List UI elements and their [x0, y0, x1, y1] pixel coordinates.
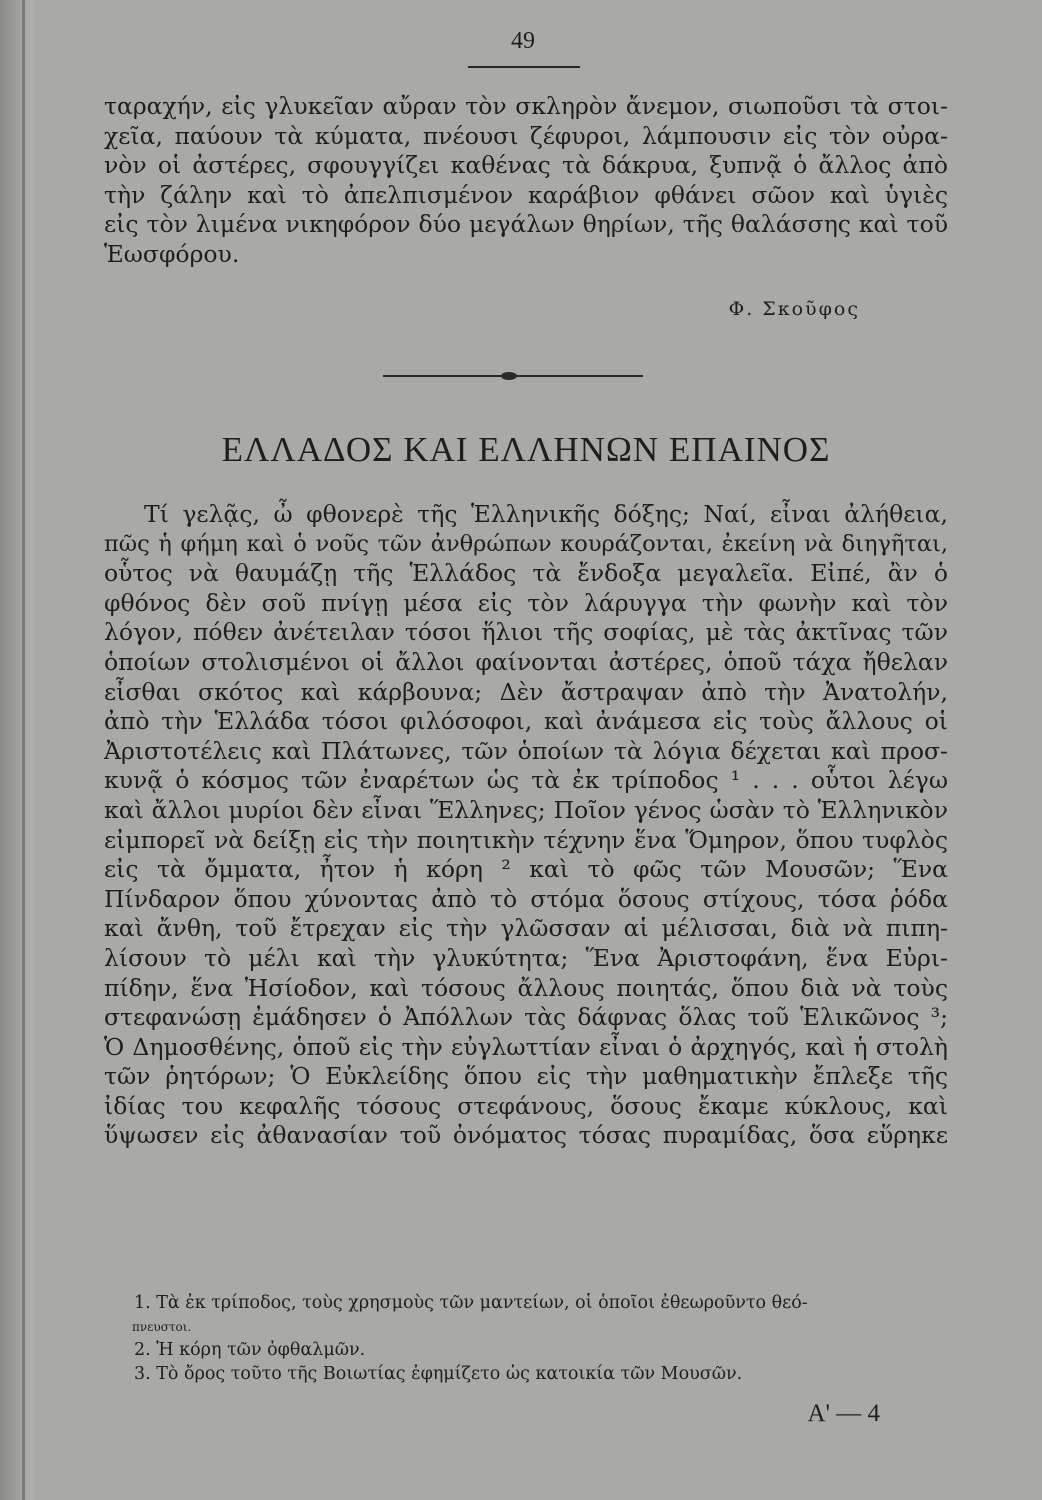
- text-line: Τί γελᾷς, ὦ φθονερὲ τῆς Ἑλληνικῆς δόξης; Ναί, εἶναι ἀλήθεια,: [144, 500, 948, 528]
- text-line: χεῖα, παύουν τὰ κύματα, πνέουσι ζέφυροι, λάμπουσιν εἰς τὸν οὐρα-: [104, 121, 948, 150]
- text-line: ἀπὸ τὴν Ἑλλάδα τόσοι φιλόσοφοι, καὶ ἀνάμεσα εἰς τοὺς ἄλλους οἱ: [104, 707, 948, 736]
- footnote: 1. Τὰ ἐκ τρίποδος, τοὺς χρησμοὺς τῶν μαντείων, οἱ ὁποῖοι ἐθεωροῦντο θεό-: [134, 1293, 808, 1313]
- main-paragraph: [104, 500, 948, 1151]
- text-line: λόγον, πόθεν ἀνέτειλαν τόσοι ἥλιοι τῆς σοφίας, μὲ τὰς ἀκτῖνας τῶν: [104, 618, 948, 647]
- text-line: ὕψωσεν εἰς ἀθανασίαν τοῦ ὀνόματος τόσας πυραμίδας, ὅσα εὕρηκε: [104, 1121, 948, 1150]
- footnote-continuation: πνευστοι.: [132, 1319, 192, 1334]
- text-line: εἰμπορεῖ νὰ δείξῃ εἰς τὴν ποιητικὴν τέχνην ἕνα Ὅμηρον, ὅπου τυφλὸς: [104, 825, 948, 854]
- top-paragraph: [104, 92, 948, 270]
- text-line: ταραχήν, εἰς γλυκεῖαν αὔραν τὸν σκληρὸν ἄνεμον, σιωποῦσι τὰ στοι-: [104, 92, 948, 120]
- section-divider: [383, 374, 643, 378]
- text-line: τῶν ῥητόρων; Ὁ Εὐκλείδης ὅπου εἰς τὴν μαθηματικὴν ἔπλεξε τῆς: [104, 1062, 948, 1091]
- section-title: ΕΛΛΑΔΟΣ ΚΑΙ ΕΛΛΗΝΩΝ ΕΠΑΙΝΟΣ: [221, 430, 831, 469]
- text-line: Ὁ Δημοσθένης, ὁποῦ εἰς τὴν εὐγλωττίαν εἶναι ὁ ἀρχηγός, καὶ ἡ στολὴ: [104, 1032, 948, 1061]
- author-signature: Φ. Σκοῦφος: [728, 298, 860, 320]
- text-line: πῶς ἡ φήμη καὶ ὁ νοῦς τῶν ἀνθρώπων κουράζονται, ἐκείνη νὰ διηγῆται,: [104, 530, 948, 557]
- text-line: ὁποίων στολισμένοι οἱ ἄλλοι φαίνονται ἀστέρες, ὁποῦ τάχα ἤθελαν: [104, 647, 948, 676]
- divider-ornament-icon: [501, 372, 517, 380]
- text-line: πίδην, ἕνα Ἡσίοδον, καὶ τόσους ἄλλους ποιητάς, ὅπου διὰ νὰ τοὺς: [104, 973, 948, 1002]
- page-number-rule: [468, 66, 580, 68]
- footnote: 3. Τὸ ὄρος τοῦτο τῆς Βοιωτίας ἐφημίζετο ὡς κατοικία τῶν Μουσῶν.: [134, 1363, 743, 1384]
- text-line: τὴν ζάλην καὶ τὸ ἀπελπισμένον καράβιον φθάνει σῶον καὶ ὑγιὲς: [104, 180, 948, 209]
- text-line: καὶ ἄλλοι μυρίοι δὲν εἶναι Ἕλληνες; Ποῖον γένος ὡσὰν τὸ Ἑλληνικὸν: [104, 795, 948, 824]
- text-line: Ἀριστοτέλεις καὶ Πλάτωνες, τῶν ὁποίων τὰ λόγια δέχεται καὶ προσ-: [104, 736, 948, 765]
- text-line: οὗτος νὰ θαυμάζῃ τῆς Ἑλλάδος τὰ ἔνδοξα μεγαλεῖα. Εἰπέ, ἂν ὁ: [104, 559, 948, 588]
- text-line: εἰς τὸν λιμένα νικηφόρον δύο μεγάλων θηρίων, τῆς θαλάσσης καὶ τοῦ: [104, 210, 948, 239]
- printer-signature-mark: Α' — 4: [807, 1400, 880, 1427]
- text-line: Πίνδαρον ὅπου χύνοντας ἀπὸ τὸ στόμα ὅσους στίχους, τόσα ῥόδα: [104, 884, 948, 913]
- text-line: εἶσθαι σκότος καὶ κάρβουνα; Δὲν ἄστραψαν ἀπὸ τὴν Ἀνατολήν,: [104, 677, 948, 706]
- book-binding-edge: [0, 0, 34, 1500]
- text-line: κυνᾷ ὁ κόσμος τῶν ἐναρέτων ὡς τὰ ἐκ τρίποδος ¹ . . . οὗτοι λέγω: [104, 766, 948, 795]
- footnote: 2. Ἡ κόρη τῶν ὀφθαλμῶν.: [134, 1340, 366, 1360]
- text-line: ἰδίας του κεφαλῆς τόσους στεφάνους, ὅσους ἔκαμε κύκλους, καὶ: [104, 1091, 948, 1120]
- text-line: καὶ ἄνθη, τοῦ ἔτρεχαν εἰς τὴν γλῶσσαν αἱ μέλισσαι, διὰ νὰ πιπη-: [104, 914, 948, 943]
- text-line: στεφανώσῃ ἐμάδησεν ὁ Ἀπόλλων τὰς δάφνας ὅλας τοῦ Ἑλικῶνος ³;: [104, 1003, 948, 1032]
- text-line: φθόνος δὲν σοῦ πνίγῃ μέσα εἰς τὸν λάρυγγα τὴν φωνὴν καὶ τὸν: [104, 588, 948, 617]
- footnotes: [134, 1292, 944, 1386]
- text-line: Ἑωσφόρου.: [104, 239, 240, 268]
- page-number: 49: [511, 28, 535, 54]
- text-line: εἰς τὰ ὄμματα, ἦτον ἡ κόρη ² καὶ τὸ φῶς τῶν Μουσῶν; Ἕνα: [104, 855, 948, 884]
- text-line: λίσουν τὸ μέλι καὶ τὴν γλυκύτητα; Ἕνα Ἀριστοφάνη, ἕνα Εὐρι-: [104, 943, 948, 972]
- text-line: νὸν οἱ ἀστέρες, σφουγγίζει καθένας τὰ δάκρυα, ξυπνᾷ ὁ ἄλλος ἀπὸ: [104, 151, 948, 180]
